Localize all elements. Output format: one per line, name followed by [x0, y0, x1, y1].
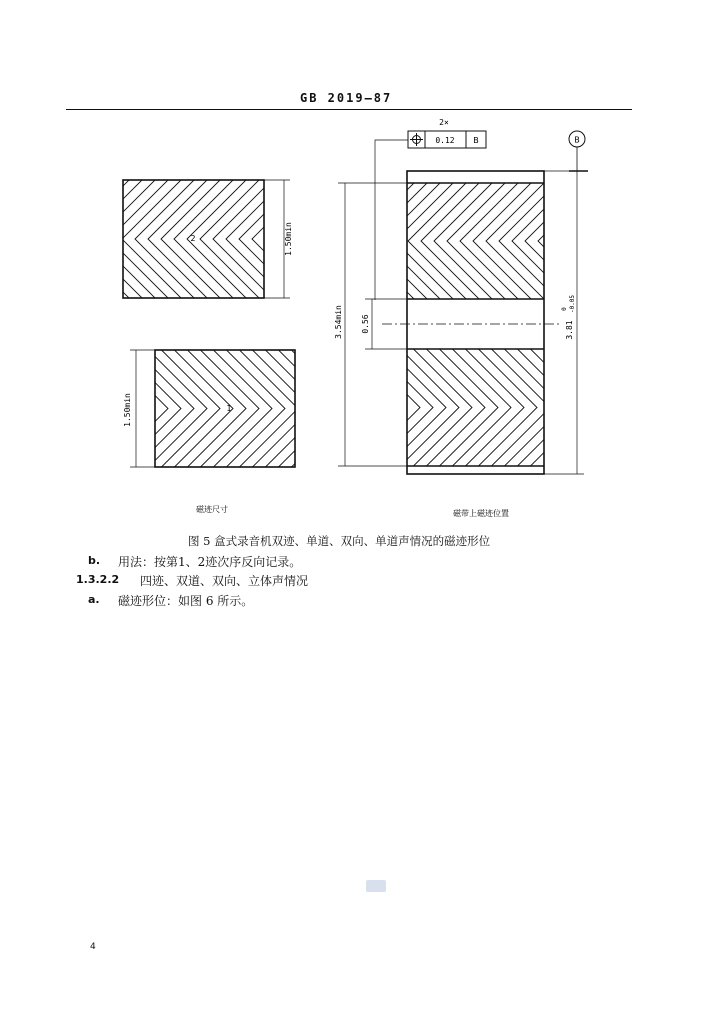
hatch-line — [19, 350, 78, 467]
hatch-line — [0, 350, 38, 467]
track-2-number: 2 — [190, 234, 196, 243]
hatch-line — [71, 350, 130, 467]
page-number: 4 — [90, 942, 96, 952]
hatch-line — [304, 180, 363, 298]
hatch-line — [58, 350, 117, 467]
section-title: 四迹、双道、双向、立体声情况 — [140, 574, 309, 588]
hatch-line — [44, 180, 103, 298]
hatch-line — [603, 183, 661, 299]
left-sub-caption: 磁迹尺寸 — [196, 505, 228, 514]
hatch-line — [570, 349, 629, 466]
track2-height-label: 1.50min — [284, 222, 293, 256]
tolerance-leader — [375, 140, 408, 300]
hatch-line — [544, 349, 603, 466]
tolerance-count: 2× — [439, 118, 449, 127]
hatch-line — [5, 180, 64, 298]
item-a-label: a. — [88, 593, 100, 606]
hatch-line — [596, 349, 655, 466]
right-sub-caption: 磁带上磁迹位置 — [453, 509, 509, 518]
tolerance-value: 0.12 — [435, 136, 455, 145]
hatch-line — [538, 183, 596, 299]
hatch-line — [305, 350, 364, 467]
hatch-line — [70, 180, 129, 298]
hatch-line — [45, 350, 104, 467]
hatch-line — [616, 183, 674, 299]
hatch-line — [317, 183, 375, 299]
hatch-line — [356, 183, 414, 299]
hatch-line — [310, 349, 369, 466]
hatch-line — [323, 349, 382, 466]
hatch-line — [655, 183, 713, 299]
hatch-line — [356, 180, 415, 298]
total-height-label: 3.54min — [334, 305, 343, 339]
item-a-text: 磁迹形位：如图 6 所示。 — [118, 594, 254, 608]
hatch-line — [6, 350, 65, 467]
hatch-line — [318, 350, 377, 467]
hatch-line — [330, 183, 388, 299]
item-b-text: 用法：按第1、2迹次序反向记录。 — [118, 555, 302, 569]
hatch-line — [292, 350, 351, 467]
section-number: 1.3.2.2 — [76, 573, 120, 586]
track1-height-label: 1.50min — [123, 393, 132, 427]
item-b-label: b. — [88, 554, 101, 567]
position-tolerance-frame — [408, 131, 486, 148]
hatch-line — [590, 183, 648, 299]
hatch-line — [317, 180, 376, 298]
hatch-line — [304, 183, 362, 299]
hatch-line — [297, 349, 356, 466]
gap-label: 0.56 — [361, 314, 370, 334]
hatch-line — [265, 180, 324, 298]
hatch-line — [557, 349, 616, 466]
hatch-line — [629, 183, 687, 299]
document-standard-number: GB 2019—87 — [300, 91, 393, 105]
hatch-line — [32, 350, 91, 467]
hatch-line — [642, 183, 700, 299]
hatch-line — [291, 180, 350, 298]
track-1-number: 1 — [226, 404, 232, 413]
hatch-line — [330, 180, 389, 298]
track-2-rect — [5, 180, 441, 298]
hatch-line — [583, 349, 642, 466]
hatch-line — [564, 183, 622, 299]
hatch-line — [84, 350, 143, 467]
tape-width-lower-tolerance: -0.05 — [569, 294, 576, 314]
hatch-line — [57, 180, 116, 298]
hatch-line — [343, 180, 402, 298]
tape-width-upper-tolerance: 0 — [561, 307, 568, 311]
hatch-line — [336, 349, 395, 466]
hatch-line — [18, 180, 77, 298]
hatch-line — [349, 349, 408, 466]
hatch-line — [291, 183, 349, 299]
datum-b-label: B — [574, 135, 580, 145]
track-1-rect — [0, 350, 402, 467]
hatch-line — [31, 180, 90, 298]
hatch-line — [343, 183, 401, 299]
hatch-line — [551, 183, 609, 299]
hatch-line — [344, 350, 403, 467]
hatch-line — [0, 350, 51, 467]
tape-width-label: 3.81 — [565, 320, 574, 340]
hatch-line — [577, 183, 635, 299]
hatch-line — [331, 350, 390, 467]
tolerance-datum: B — [473, 136, 479, 145]
figure-caption: 图 5 盒式录音机双迹、单道、双向、单道声情况的磁迹形位 — [188, 534, 491, 548]
watermark-logo — [366, 880, 386, 892]
